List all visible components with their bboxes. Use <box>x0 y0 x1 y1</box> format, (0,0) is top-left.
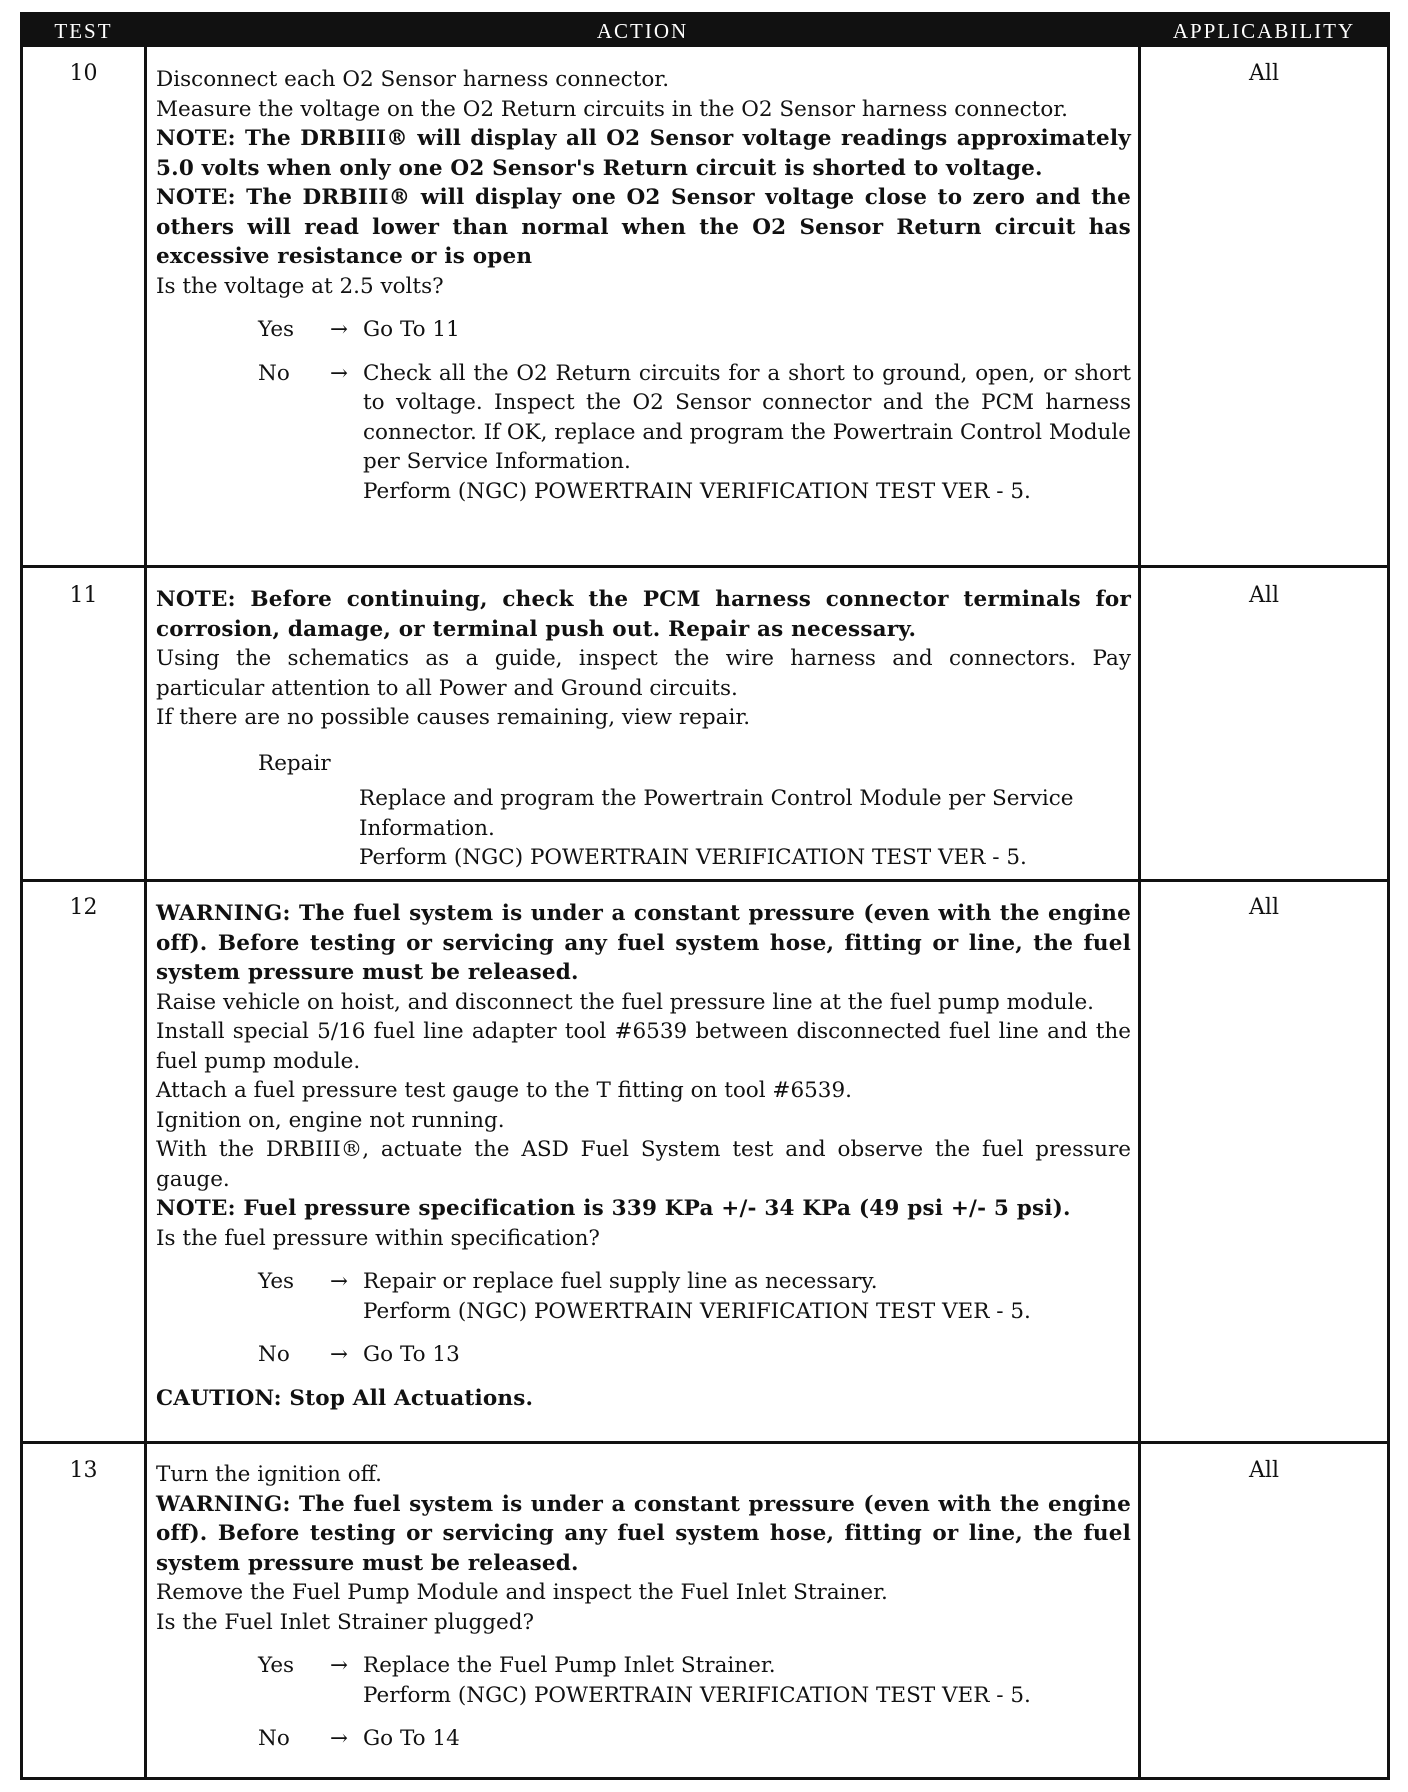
yes-label: Yes <box>258 1653 295 1678</box>
yes-label: Yes <box>258 317 295 342</box>
no-label: No <box>258 1726 290 1751</box>
arrow-icon: → <box>329 1726 348 1751</box>
caution: CAUTION: Stop All Actuations. <box>156 1385 534 1411</box>
instruction: Ignition on, engine not running. <box>156 1107 505 1133</box>
action-cell <box>156 899 1131 1413</box>
no-label: No <box>258 1342 290 1367</box>
question: Is the Fuel Inlet Strainer plugged? <box>156 1609 535 1635</box>
yes-branch <box>156 1267 1131 1326</box>
action-cell <box>156 585 1131 873</box>
yes-branch <box>156 315 1131 345</box>
arrow-icon: → <box>329 317 348 342</box>
row-divider <box>23 1441 1387 1444</box>
note: NOTE: The DRBIII® will display one O2 Sensor voltage close to zero and the others will read lower than normal when the O2 Sensor Return circuit has excessive resistance or is open <box>156 185 1131 269</box>
test-number: 13 <box>69 1458 98 1483</box>
question: Is the voltage at 2.5 volts? <box>156 273 444 299</box>
instruction: Measure the voltage on the O2 Return circuits in the O2 Sensor harness connector. <box>156 96 1069 122</box>
applicability: All <box>1249 583 1279 608</box>
verification-text: Perform (NGC) POWERTRAIN VERIFICATION TEST VER - 5. <box>363 1682 1031 1708</box>
header-test: TEST <box>23 15 144 47</box>
warning: WARNING: The fuel system is under a constant pressure (even with the engine off). Before testing or servicing any fuel system hose, fitting or line, the fuel system pressure must be released. <box>156 901 1131 985</box>
yes-text: Go To 11 <box>363 317 460 342</box>
row-divider <box>23 565 1387 568</box>
no-text: Check all the O2 Return circuits for a short to ground, open, or short to voltage. Inspect the O2 Sensor connector and the PCM harness connector. If OK, replace and program the Powertrain Control Module per Service Information. <box>363 360 1131 474</box>
verification-text: Perform (NGC) POWERTRAIN VERIFICATION TEST VER - 5. <box>363 478 1031 504</box>
no-label: No <box>258 360 290 386</box>
row-divider <box>23 879 1387 882</box>
warning: WARNING: The fuel system is under a constant pressure (even with the engine off). Before testing or servicing any fuel system hose, fitting or line, the fuel system pressure must be released. <box>156 1491 1131 1576</box>
yes-branch <box>156 1651 1131 1710</box>
note: NOTE: Before continuing, check the PCM harness connector terminals for corrosion, damage, or terminal push out. Repair as necessary. <box>156 587 1131 642</box>
test-number: 10 <box>69 61 98 86</box>
header-action: ACTION <box>147 15 1138 47</box>
no-text: Go To 13 <box>363 1342 460 1367</box>
yes-label: Yes <box>258 1269 295 1294</box>
applicability: All <box>1249 61 1279 86</box>
no-branch <box>156 359 1131 507</box>
arrow-icon: → <box>329 1269 348 1294</box>
instruction: Install special 5/16 fuel line adapter tool #6539 between disconnected fuel line and the fuel pump module. <box>156 1019 1131 1074</box>
instruction: Disconnect each O2 Sensor harness connector. <box>156 67 670 92</box>
no-branch <box>156 1340 1131 1370</box>
arrow-icon: → <box>329 1653 348 1678</box>
repair-label: Repair <box>258 750 331 776</box>
arrow-icon: → <box>329 1342 348 1367</box>
column-divider <box>144 15 147 1777</box>
diagnostic-table <box>20 12 1390 1780</box>
yes-text: Repair or replace fuel supply line as necessary. <box>363 1269 878 1294</box>
arrow-icon: → <box>329 360 348 386</box>
instruction: Using the schematics as a guide, inspect the wire harness and connectors. Pay particular attention to all Power and Ground circuits. <box>156 646 1131 701</box>
note: NOTE: Fuel pressure specification is 339 KPa +/- 34 KPa (49 psi +/- 5 psi). <box>156 1196 1071 1221</box>
instruction: Turn the ignition off. <box>156 1462 382 1487</box>
header-applicability: APPLICABILITY <box>1141 15 1387 47</box>
applicability: All <box>1249 895 1279 920</box>
instruction: Raise vehicle on hoist, and disconnect the fuel pressure line at the fuel pump module. <box>156 989 1095 1015</box>
instruction: With the DRBIII®, actuate the ASD Fuel System test and observe the fuel pressure gauge. <box>156 1137 1131 1192</box>
test-number: 11 <box>69 583 98 608</box>
instruction: Remove the Fuel Pump Module and inspect the Fuel Inlet Strainer. <box>156 1580 888 1605</box>
instruction: Attach a fuel pressure test gauge to the T fitting on tool #6539. <box>156 1078 852 1103</box>
question: Is the fuel pressure within specification? <box>156 1225 600 1251</box>
verification-text: Perform (NGC) POWERTRAIN VERIFICATION TEST VER - 5. <box>359 845 1027 870</box>
applicability: All <box>1249 1458 1279 1483</box>
action-cell <box>156 65 1131 506</box>
note: NOTE: The DRBIII® will display all O2 Sensor voltage readings approximately 5.0 volts when only one O2 Sensor's Return circuit is shorted to voltage. <box>156 126 1131 181</box>
action-cell <box>156 1460 1131 1754</box>
no-branch <box>156 1724 1131 1754</box>
repair-text: Replace and program the Powertrain Control Module per Service Information. <box>359 786 1074 841</box>
instruction: If there are no possible causes remaining, view repair. <box>156 705 751 730</box>
no-text: Go To 14 <box>363 1726 460 1751</box>
yes-text: Replace the Fuel Pump Inlet Strainer. <box>363 1653 776 1678</box>
verification-text: Perform (NGC) POWERTRAIN VERIFICATION TEST VER - 5. <box>363 1298 1031 1324</box>
test-number: 12 <box>69 895 98 920</box>
